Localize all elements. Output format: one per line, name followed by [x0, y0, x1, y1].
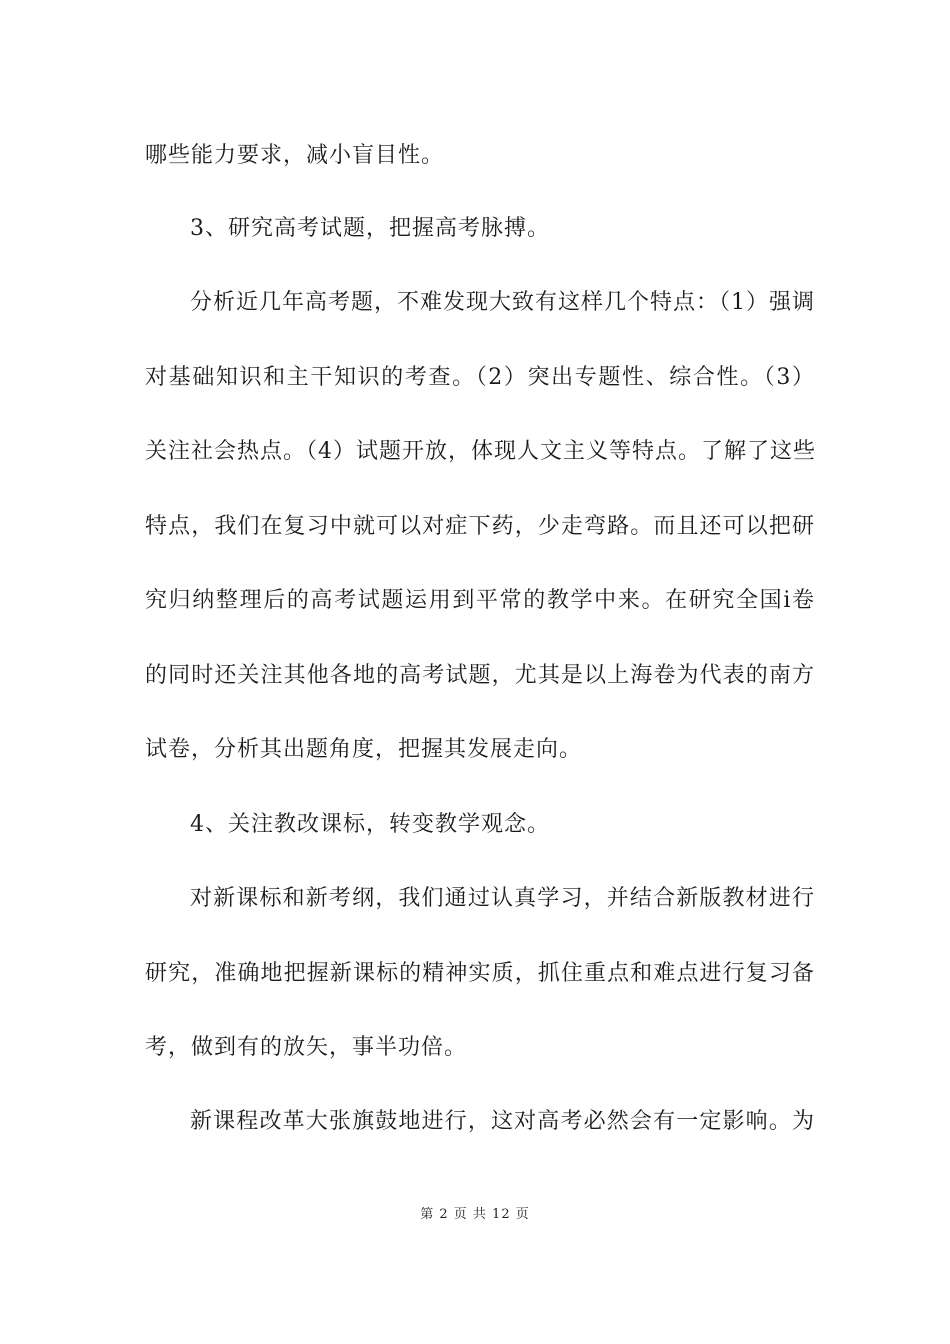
section-heading-3: 3、研究高考试题，把握高考脉搏。 — [190, 216, 550, 241]
paragraph-line: 试卷，分析其出题角度，把握其发展走向。 — [145, 737, 583, 762]
paragraph-line: 新课程改革大张旗鼓地进行，这对高考必然会有一定影响。为 — [190, 1109, 815, 1134]
paragraph-line: 研究，准确地把握新课标的精神实质，抓住重点和难点进行复习备 — [145, 961, 815, 986]
paragraph-line: 究归纳整理后的高考试题运用到平常的教学中来。在研究全国ⅰ卷 — [145, 588, 815, 613]
paragraph-line: 的同时还关注其他各地的高考试题，尤其是以上海卷为代表的南方 — [145, 663, 815, 688]
paragraph-line: 关注社会热点。（4）试题开放，体现人文主义等特点。了解了这些 — [145, 439, 816, 464]
page-number-footer: 第 2 页 共 12 页 — [420, 1207, 530, 1222]
paragraph-line: 分析近几年高考题，不难发现大致有这样几个特点：（1）强调 — [190, 290, 815, 315]
paragraph-line: 考，做到有的放矢，事半功倍。 — [145, 1035, 468, 1060]
paragraph-line: 哪些能力要求，减小盲目性。 — [145, 143, 445, 168]
paragraph-line: 对基础知识和主干知识的考查。（2）突出专题性、综合性。（3） — [145, 365, 815, 390]
paragraph-line: 特点，我们在复习中就可以对症下药，少走弯路。而且还可以把研 — [145, 514, 815, 539]
section-heading-4: 4、关注教改课标，转变教学观念。 — [190, 812, 550, 837]
paragraph-line: 对新课标和新考纲，我们通过认真学习，并结合新版教材进行 — [190, 886, 815, 911]
